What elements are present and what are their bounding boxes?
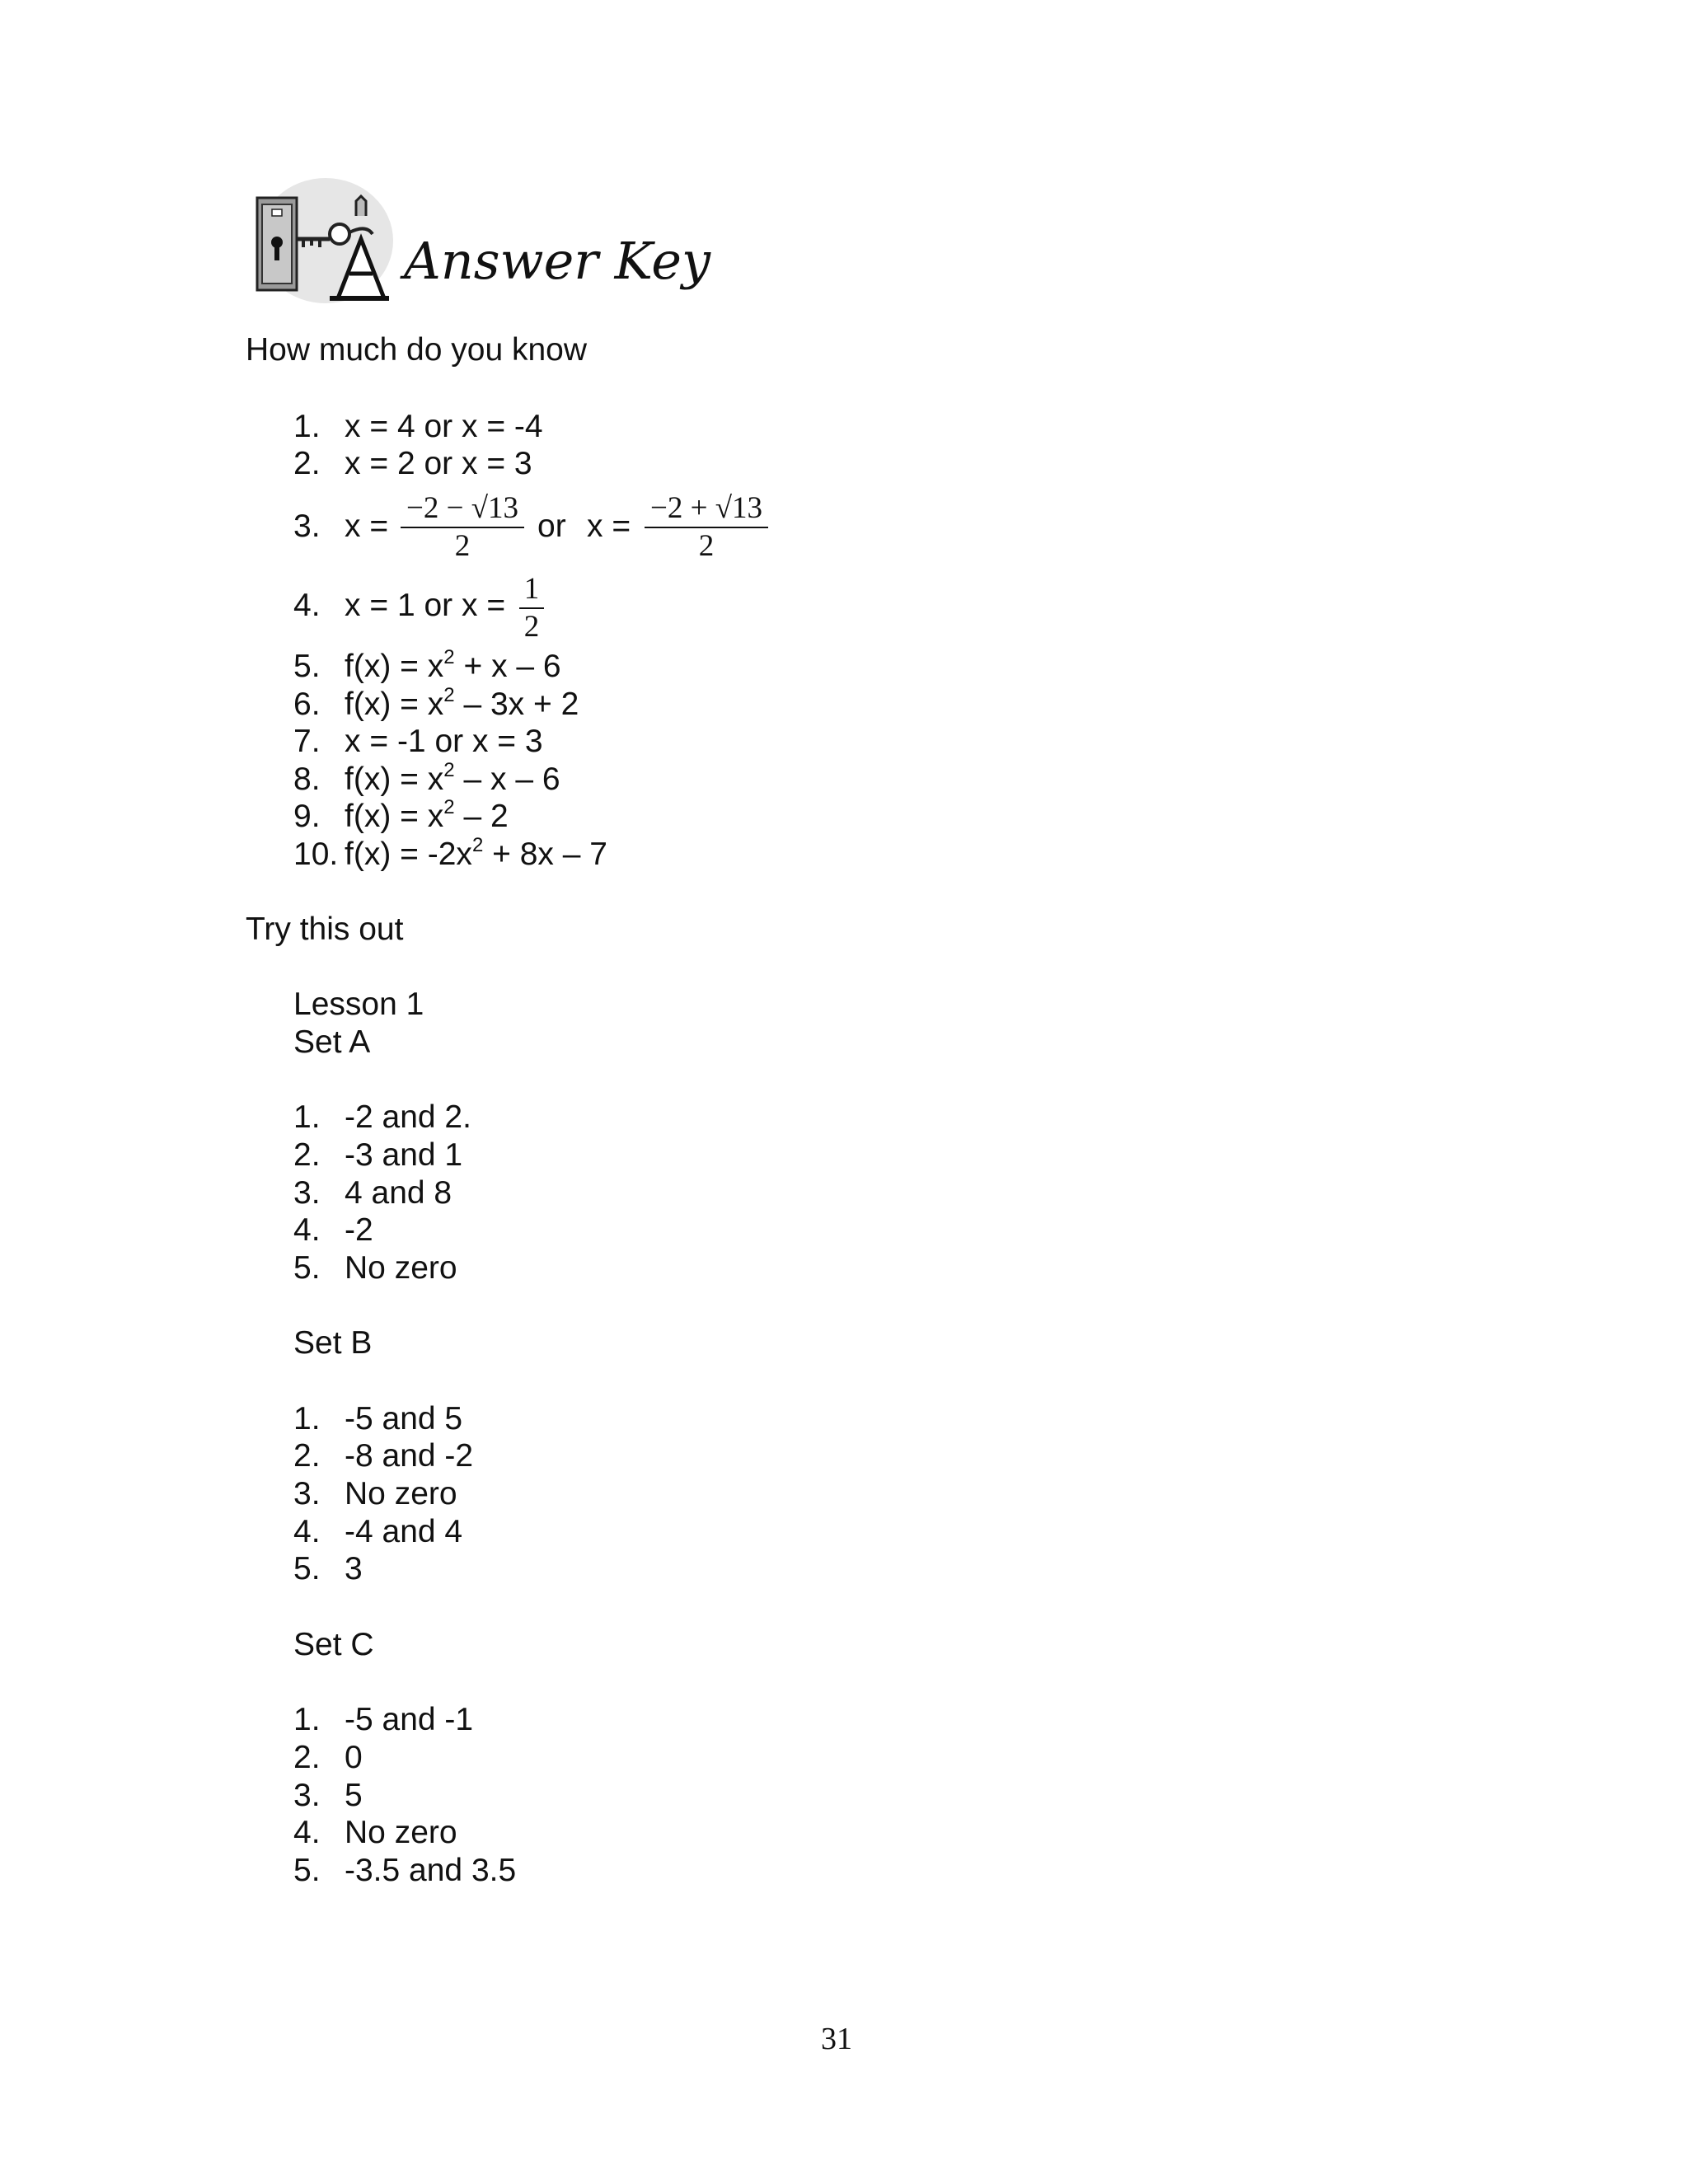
list-item: 1. -5 and 5 xyxy=(293,1401,463,1436)
list-item: 3. x = xyxy=(293,509,389,544)
list-item: 1. -2 and 2. xyxy=(293,1099,471,1135)
list-item: 4. No zero xyxy=(293,1815,457,1850)
list-item: 1. -5 and -1 xyxy=(293,1702,474,1737)
list-item: 4. -4 and 4 xyxy=(293,1514,463,1549)
list-item: 5. $f(x) = x^2 + x - 6$ xyxy=(293,646,561,684)
list-item: 5. -3.5 and 3.5 xyxy=(293,1853,517,1888)
list-item: 9. $f(x) = x^2 - 2$ xyxy=(293,796,509,834)
list-item: 5. No zero xyxy=(293,1250,457,1286)
equation-lhs: x = xyxy=(587,509,631,544)
list-item: 2. -3 and 1 xyxy=(293,1137,463,1173)
page-title: Answer Key xyxy=(404,231,710,291)
list-item: 2. 0 xyxy=(293,1740,363,1775)
page-number: 31 xyxy=(821,2022,852,2056)
list-item: 7. x = -1 or x = 3 xyxy=(293,724,543,759)
list-item: 2. -8 and -2 xyxy=(293,1438,474,1474)
fraction: −2 + √13 2 xyxy=(645,492,768,563)
list-item: 6. $f(x) = x^2 - 3x + 2$ xyxy=(293,684,579,722)
list-item: 5. 3 xyxy=(293,1551,363,1586)
section-heading: Try this out xyxy=(246,912,404,947)
fraction: 1 2 xyxy=(519,573,544,644)
lesson-label: Lesson 1 xyxy=(293,987,424,1022)
or-label: or xyxy=(537,509,566,544)
list-item: 1. x = 4 or x = -4 xyxy=(293,409,543,444)
list-item: 2. x = 2 or x = 3 xyxy=(293,446,532,481)
section-heading: How much do you know xyxy=(246,332,588,368)
list-item: 4. x = 1 or x = xyxy=(293,588,506,623)
list-item: 3. 4 and 8 xyxy=(293,1175,452,1211)
list-item: 4. -2 xyxy=(293,1212,373,1248)
fraction: −2 − √13 2 xyxy=(401,492,524,563)
set-label: Set C xyxy=(293,1627,374,1662)
list-item: 10. $f(x) = -2x^2 + 8x - 7$ xyxy=(293,834,607,872)
set-label: Set B xyxy=(293,1325,373,1361)
lock-and-key-icon xyxy=(247,175,396,307)
set-label: Set A xyxy=(293,1024,371,1060)
list-item: 8. $f(x) = x^2 - x - 6$ xyxy=(293,759,560,797)
list-item: 3. No zero xyxy=(293,1476,457,1511)
list-item: 3. 5 xyxy=(293,1778,363,1813)
